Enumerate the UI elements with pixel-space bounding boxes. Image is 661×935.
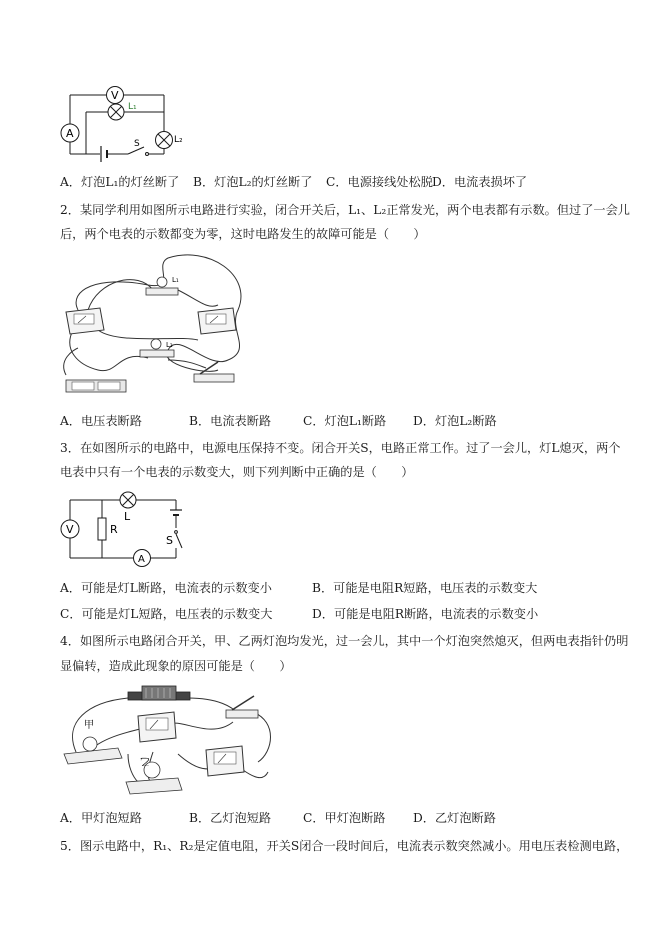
q3-circuit-diagram [58,490,188,570]
q2-circuit-photo [58,250,258,400]
q3-resistor-label: R [110,523,118,536]
q2-l1-label: L₁ [172,276,179,284]
q4-circuit-photo [58,682,283,800]
q2-meter-left [66,308,104,334]
q1-ammeter-label: A [66,127,74,140]
q2-option-c[interactable]: C．灯泡L₁断路 [303,414,387,428]
q1-option-a[interactable]: A．灯泡L₁的灯丝断了 [60,175,180,189]
q4-stem-line1: 4．如图所示电路闭合开关，甲、乙两灯泡均发光，过一会儿，其中一个灯泡突然熄灭，但两电表指针仍明 [60,634,629,648]
q2-l2-label: L₂ [166,341,173,349]
q3-option-b[interactable]: B．可能是电阻R短路，电压表的示数变大 [312,581,538,595]
q4-option-d[interactable]: D．乙灯泡断路 [413,811,496,825]
q1-voltmeter-label: V [111,89,119,102]
q1-l1-label: L₁ [128,102,137,112]
q1-circuit-diagram [58,82,188,164]
q3-voltmeter-label: V [66,523,74,536]
q4-jia-label: 甲 [84,720,94,731]
q1-switch-label: S [134,139,140,149]
q3-stem-line2: 电表中只有一个电表的示数变大，则下列判断中正确的是（ ） [60,465,414,479]
q4-meter-center [138,712,176,742]
q2-battery-box [66,380,126,392]
q5-stem-line1: 5．图示电路中，R₁、R₂是定值电阻，开关S闭合一段时间后，电流表示数突然减小。用电压表检测电路， [60,839,629,853]
q3-lamp-label: L [124,510,131,523]
q2-switch [194,362,234,382]
q4-rheostat [128,686,190,700]
q3-ammeter-label: A [138,554,145,565]
q4-option-b[interactable]: B．乙灯泡短路 [189,811,272,825]
q4-meter-right [206,746,244,776]
q2-option-a[interactable]: A．电压表断路 [60,414,142,428]
q3-option-c[interactable]: C．可能是灯L短路，电压表的示数变大 [60,607,273,621]
q4-option-a[interactable]: A．甲灯泡短路 [60,811,142,825]
q3-stem-line1: 3．在如图所示的电路中，电源电压保持不变。闭合开关S，电路正常工作。过了一会儿，灯L熄灭，两个 [60,441,621,455]
q2-option-d[interactable]: D．灯泡L₂断路 [413,414,497,428]
q4-yi-label: 乙 [140,755,150,766]
q3-option-a[interactable]: A．可能是灯L断路，电流表的示数变小 [60,581,272,595]
q1-option-c[interactable]: C．电源接线处松脱 [326,175,433,189]
q3-switch-label: S [166,534,173,547]
q2-meter-right [198,308,236,334]
q2-option-b[interactable]: B．电流表断路 [189,414,272,428]
q3-option-d[interactable]: D．可能是电阻R断路，电流表的示数变小 [312,607,539,621]
q1-l2-label: L₂ [174,135,183,145]
q2-stem-line1: 2．某同学利用如图所示电路进行实验，闭合开关后，L₁、L₂正常发光，两个电表都有示数。但过了一会儿 [60,203,630,217]
q4-stem-line2: 显偏转，造成此现象的原因可能是（ ） [60,659,292,673]
q1-option-b[interactable]: B．灯泡L₂的灯丝断了 [193,175,313,189]
q1-option-d[interactable]: D．电流表损坏了 [432,175,528,189]
q4-option-c[interactable]: C．甲灯泡断路 [303,811,386,825]
q2-stem-line2: 后，两个电表的示数都变为零，这时电路发生的故障可能是（ ） [60,227,426,241]
